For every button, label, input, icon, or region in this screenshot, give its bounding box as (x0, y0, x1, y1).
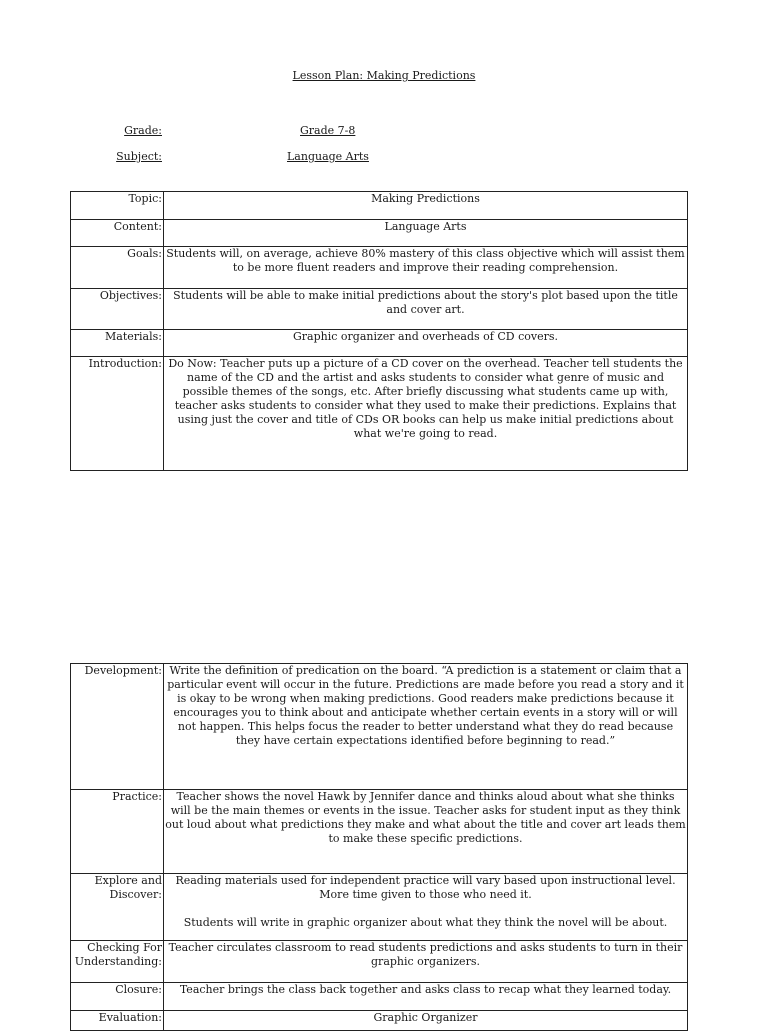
table-row (71, 664, 688, 790)
table-row (71, 357, 688, 471)
grade-label: Grade: (124, 124, 162, 137)
row-value-goals: Students will, on average, achieve 80% mastery of this class objective which will assist them to be more fluent readers and improve their reading comprehension. (164, 247, 688, 289)
explore-text-1: Reading materials used for independent practice will vary based upon instructional level. More time given to those who need it. (175, 874, 676, 901)
table-row (71, 330, 688, 357)
row-value-checking: Teacher circulates classroom to read students predictions and asks students to turn in their graphic organizers. (164, 941, 688, 983)
lesson-table-2 (70, 663, 688, 1031)
table-row (71, 1011, 688, 1031)
row-label-materials: Materials: (71, 330, 164, 357)
table-row (71, 247, 688, 289)
table-row (71, 192, 688, 220)
table-row (71, 941, 688, 983)
table-row (71, 874, 688, 941)
row-label-objectives: Objectives: (71, 289, 164, 330)
row-label-topic: Topic: (71, 192, 164, 220)
row-value-introduction: Do Now: Teacher puts up a picture of a CD cover on the overhead. Teacher tell students the name of the CD and the artist and asks students to consider what genre of music and possible themes of the songs, etc. After briefly discussing what students came up with, teacher asks students to consider what they used to make their predictions. Explains that using just the cover and title of CDs OR books can help us make initial predictions about what we're going to read. (164, 357, 688, 471)
row-label-goals: Goals: (71, 247, 164, 289)
row-label-content: Content: (71, 220, 164, 247)
table-row (71, 790, 688, 874)
row-label-practice: Practice: (71, 790, 164, 874)
row-value-practice: Teacher shows the novel Hawk by Jennifer dance and thinks aloud about what she thinks will be the main themes or events in the issue. Teacher asks for student input as they think out loud about what predictions they make and what about the title and cover art leads them to make these specific predictions. (164, 790, 688, 874)
subject-label: Subject: (116, 150, 162, 163)
explore-text-2: Students will write in graphic organizer about what they think the novel will be about. (183, 916, 668, 929)
row-value-topic: Making Predictions (164, 192, 688, 220)
row-label-closure: Closure: (71, 983, 164, 1011)
grade-value: Grade 7-8 (300, 124, 356, 137)
row-label-checking: Checking For Understanding: (71, 941, 164, 983)
row-label-explore: Explore and Discover: (71, 874, 164, 941)
table-row (71, 289, 688, 330)
row-value-evaluation: Graphic Organizer (164, 1011, 688, 1031)
lesson-table-1 (70, 191, 688, 471)
row-value-materials: Graphic organizer and overheads of CD covers. (164, 330, 688, 357)
row-value-explore (164, 874, 688, 941)
table-row (71, 220, 688, 247)
row-label-evaluation: Evaluation: (71, 1011, 164, 1031)
row-label-development: Development: (71, 664, 164, 790)
row-label-introduction: Introduction: (71, 357, 164, 471)
subject-value: Language Arts (287, 150, 369, 163)
page-title: Lesson Plan: Making Predictions (292, 69, 476, 82)
row-value-content: Language Arts (164, 220, 688, 247)
table-row (71, 983, 688, 1011)
row-value-objectives: Students will be able to make initial predictions about the story's plot based upon the title and cover art. (164, 289, 688, 330)
row-value-development: Write the definition of predication on the board. “A prediction is a statement or claim that a particular event will occur in the future. Predictions are made before you read a story and it is okay to be wrong when making predictions. Good readers make predictions because it encourages you to think about and anticipate whether certain events in a story will or will not happen. This helps focus the reader to better understand what they do read because they have certain expectations identified before beginning to read.” (164, 664, 688, 790)
row-value-closure: Teacher brings the class back together and asks class to recap what they learned today. (164, 983, 688, 1011)
